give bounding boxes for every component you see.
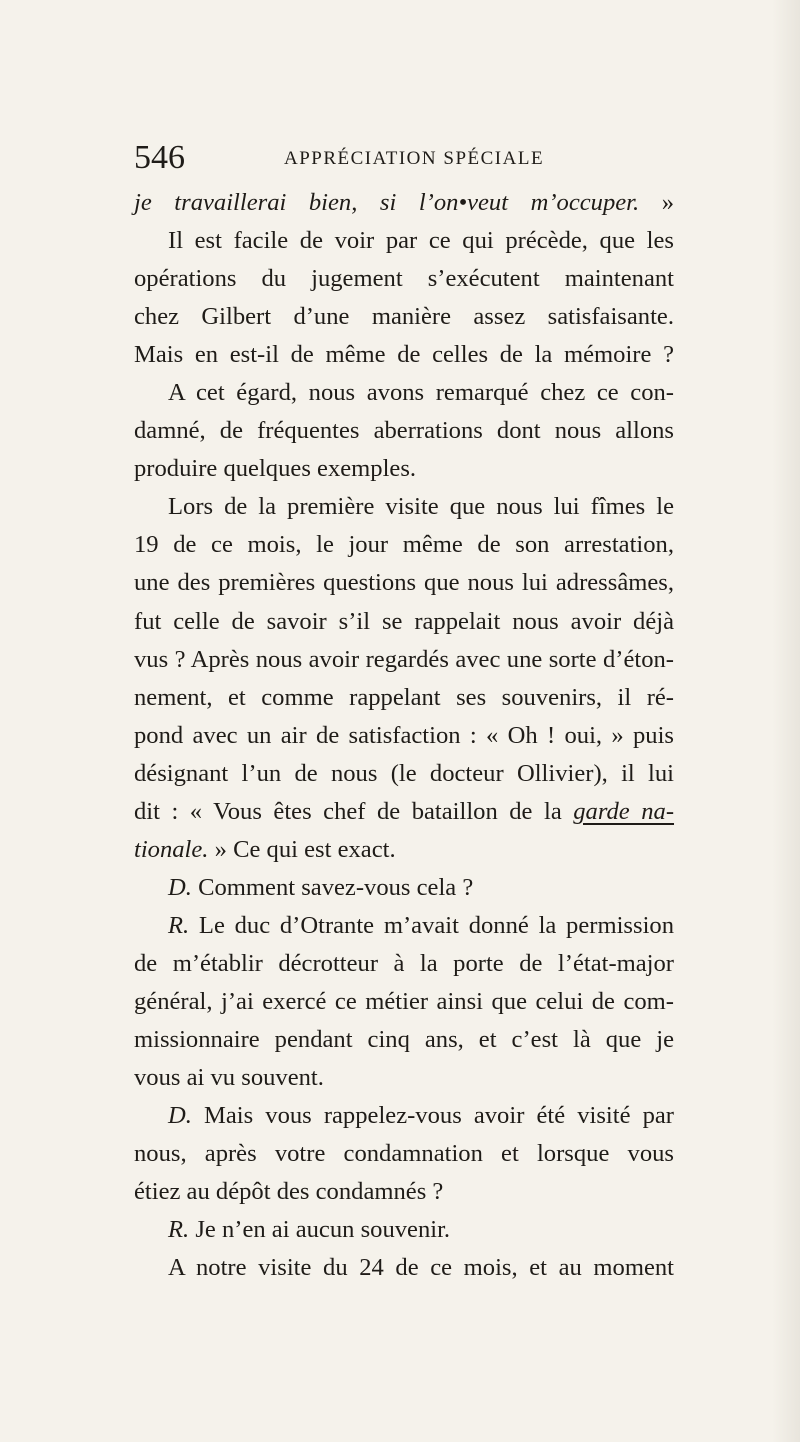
- text-segment: damné, de fréquentes aberrations dont nous allons: [134, 417, 674, 445]
- text-line: [134, 488, 674, 526]
- page-header: [134, 138, 672, 178]
- text-line: [134, 1211, 674, 1249]
- text-segment: A cet égard, nous avons remarqué chez ce con-: [168, 379, 674, 407]
- text-line: [134, 641, 674, 679]
- text-line: [134, 450, 674, 488]
- text-segment: nement, et comme rappelant ses souvenirs, il ré-: [134, 683, 674, 711]
- text-line: [134, 1097, 674, 1135]
- text-line: [134, 336, 674, 374]
- text-segment: produire quelques exemples.: [134, 455, 417, 483]
- text-line: [134, 603, 674, 641]
- text-line: [134, 717, 674, 755]
- text-line: [134, 222, 674, 260]
- text-segment: Mais en est-il de même de celles de la mémoire ?: [134, 341, 674, 369]
- text-segment: opérations du jugement s’exécutent maintenant: [134, 265, 674, 293]
- text-segment: R.: [168, 911, 190, 939]
- text-segment: » Ce qui est exact.: [208, 835, 396, 863]
- text-line: [134, 907, 674, 945]
- text-line: [134, 755, 674, 793]
- text-line: [134, 564, 674, 602]
- text-line: [134, 298, 674, 336]
- text-line: [134, 1173, 674, 1211]
- text-line: [134, 184, 674, 222]
- text-segment: Comment savez-vous cela ?: [191, 873, 474, 901]
- text-segment: Lors de la première visite que nous lui fîmes le: [168, 493, 674, 521]
- text-line: [134, 1059, 674, 1097]
- text-segment: chez Gilbert d’une manière assez satisfaisante.: [134, 303, 674, 331]
- text-segment: Le duc d’Otrante m’avait donné la permission: [189, 911, 674, 939]
- text-segment: général, j’ai exercé ce métier ainsi que celui de com-: [134, 987, 674, 1015]
- text-segment: dit : « Vous êtes chef de bataillon de la: [134, 797, 574, 825]
- text-segment: A notre visite du 24 de ce mois, et au moment: [168, 1254, 674, 1282]
- text-segment: vous ai vu souvent.: [134, 1064, 324, 1092]
- text-segment: vus ? Après nous avoir regardés avec une sorte d’éton-: [134, 645, 674, 673]
- text-line: [134, 1021, 674, 1059]
- text-segment: 19 de ce mois, le jour même de son arrestation,: [134, 531, 674, 559]
- text-line: [134, 945, 674, 983]
- text-segment: D.: [168, 1102, 192, 1130]
- text-segment: tionale.: [134, 835, 209, 863]
- text-line: [134, 1249, 674, 1287]
- text-segment: missionnaire pendant cinq ans, et c’est là que je: [134, 1026, 674, 1054]
- text-segment: nous, après votre condamnation et lorsque vous: [134, 1140, 674, 1168]
- text-line: [134, 412, 674, 450]
- text-line: [134, 983, 674, 1021]
- text-line: [134, 679, 674, 717]
- body-text: [134, 184, 674, 1287]
- page-edge-shadow: [772, 0, 800, 1442]
- page-number: 546: [134, 139, 185, 176]
- text-segment: »: [639, 189, 674, 216]
- text-segment: Il est facile de voir par ce qui précède, que les: [168, 227, 674, 255]
- text-line: [134, 260, 674, 298]
- text-segment: pond avec un air de satisfaction : « Oh ! oui, » puis: [134, 721, 674, 749]
- text-segment: une des premières questions que nous lui adressâmes,: [134, 569, 674, 597]
- text-line: [134, 374, 674, 412]
- text-segment: D.: [168, 873, 192, 901]
- text-line: [134, 526, 674, 564]
- text-segment: garde na-: [573, 797, 675, 825]
- text-segment: R.: [168, 1216, 190, 1244]
- text-line: [134, 831, 674, 869]
- running-head: APPRÉCIATION SPÉCIALE: [284, 148, 545, 169]
- text-segment: Je n’en ai aucun souvenir.: [189, 1216, 451, 1244]
- text-segment: de m’établir décrotteur à la porte de l’état-major: [134, 949, 674, 977]
- text-line: [134, 1135, 674, 1173]
- text-segment: Mais vous rappelez-vous avoir été visité par: [191, 1102, 674, 1130]
- text-segment: fut celle de savoir s’il se rappelait nous avoir déjà: [134, 607, 674, 635]
- text-line: [134, 793, 674, 831]
- text-segment: étiez au dépôt des condamnés ?: [134, 1178, 444, 1206]
- text-line: [134, 869, 674, 907]
- text-segment: je travaillerai bien, si l’on•veut m’occuper.: [134, 189, 640, 216]
- text-segment: désignant l’un de nous (le docteur Ollivier), il lui: [134, 759, 674, 787]
